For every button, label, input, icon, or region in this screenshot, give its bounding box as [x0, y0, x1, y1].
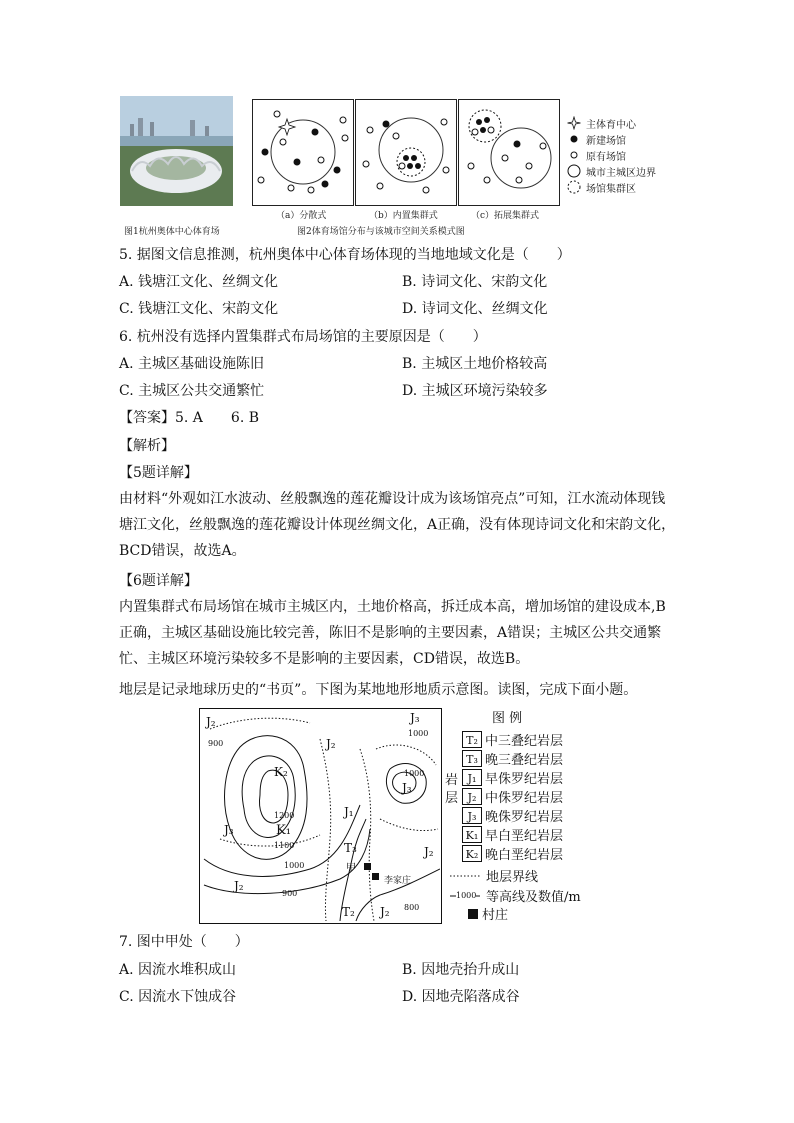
panel-label-b: （b）内置集群式 [369, 211, 438, 221]
panel-label-a: （a）分散式 [276, 211, 327, 221]
map-label-1200: 1200 [274, 811, 295, 820]
detail6-label: 【6题详解】 [119, 573, 198, 589]
q7-option-d: D. 因地壳陷落成谷 [402, 989, 520, 1005]
q5-option-d: D. 诗词文化、丝绸文化 [402, 301, 548, 317]
panel-inner-cluster [355, 99, 457, 206]
map-label-j3-r: J₃ [402, 781, 412, 795]
map-label-k2: K₂ [274, 765, 288, 779]
village-label: 李家庄 [384, 876, 412, 886]
map-legend-strata [462, 730, 563, 863]
legend-boundary: 地层界线 [448, 866, 538, 885]
legend-cluster-zone: 场馆集群区 [566, 179, 666, 195]
map-label-k1: K₁ [276, 823, 291, 838]
map-label-1000-r: 1000 [404, 769, 425, 778]
map-label-1000-m: 1000 [284, 861, 305, 870]
village-square-icon [468, 909, 478, 919]
map-label-1100: 1100 [274, 841, 295, 850]
map-legend-title: 图 例 [492, 711, 523, 726]
legend-village: 村庄 [468, 904, 508, 923]
map-label-j2-r: J₂ [424, 845, 434, 859]
map-label-1000-tr: 1000 [408, 729, 429, 738]
q5-option-a: A. 钱塘江文化、丝绸文化 [119, 274, 279, 290]
q6-option-c: C. 主城区公共交通繁忙 [119, 383, 265, 399]
map-label-900-b: 900 [282, 889, 298, 898]
legend-stratum-t3: T₃ 晚三叠纪岩层 [462, 749, 563, 768]
map-label-j2-bl: J₂ [234, 879, 244, 893]
stadium-photo [120, 96, 233, 206]
q5-stem: 5. 据图文信息推测，杭州奥体中心体育场体现的当地地域文化是（ ） [119, 247, 571, 263]
q6-option-d: D. 主城区环境污染较多 [402, 383, 548, 399]
q7-option-b: B. 因地壳抬升成山 [402, 962, 520, 978]
q7-option-c: C. 因流水下蚀成谷 [119, 989, 237, 1005]
geologic-map [199, 708, 442, 924]
map-label-j3-l: J₃ [224, 823, 234, 837]
map-label-900-tl: 900 [208, 739, 224, 748]
legend-stratum-j3: J₃ 晚侏罗纪岩层 [462, 806, 563, 825]
detail5-text: 由材料“外观如江水波动、丝般飘逸的莲花瓣设计成为该场馆亮点”可知，江水流动体现钱塘江文化，丝般飘逸的莲花瓣设计体现丝绸文化，A正确，没有体现诗词文化和宋韵文化，BCD错误，故选A。 [119, 491, 676, 559]
map-legend-rock-label: 岩 层 [445, 773, 459, 806]
panel-expand-cluster [458, 99, 560, 206]
legend-old-venue: 原有场馆 [566, 147, 666, 163]
intro-text: 地层是记录地球历史的“书页”。下图为某地地形地质示意图。读图，完成下面小题。 [119, 682, 638, 698]
stadium-illustration [120, 96, 233, 206]
legend-new-venue: 新建场馆 [566, 131, 666, 147]
legend-stratum-k1: K₁ 早白垩纪岩层 [462, 825, 563, 844]
legend-stratum-k2: K₂ 晚白垩纪岩层 [462, 844, 563, 863]
map-label-t2: T₂ [342, 905, 355, 919]
q6-option-b: B. 主城区土地价格较高 [402, 356, 548, 372]
detail5-label: 【5题详解】 [119, 465, 198, 481]
map-label-j2-tl: J₂ [206, 715, 216, 729]
figure2-legend [566, 115, 666, 195]
panel-label-c: （c）拓展集群式 [471, 211, 540, 221]
map-label-jia: 甲 [346, 863, 356, 874]
legend-stratum-t2: T₂ 中三叠纪岩层 [462, 730, 563, 749]
panel-dispersed [252, 99, 354, 206]
answer-line: 【答案】5. A 6. B [119, 410, 260, 426]
map-label-t3: T₃ [344, 841, 357, 855]
legend-main-center: 主体育中心 [566, 115, 666, 131]
q5-option-c: C. 钱塘江文化、宋韵文化 [119, 301, 279, 317]
map-label-j1: J₁ [344, 805, 354, 819]
legend-city-boundary: 城市主城区边界 [566, 163, 666, 179]
q5-option-b: B. 诗词文化、宋韵文化 [402, 274, 548, 290]
analysis-label: 【解析】 [119, 438, 175, 454]
map-label-800: 800 [404, 903, 420, 912]
q6-option-a: A. 主城区基础设施陈旧 [119, 356, 265, 372]
legend-contour: 1000 等高线及数值/m [448, 886, 581, 905]
map-label-j2-b: J₂ [380, 905, 390, 919]
legend-stratum-j1: J₁ 早侏罗纪岩层 [462, 768, 563, 787]
legend-stratum-j2: J₂ 中侏罗纪岩层 [462, 787, 563, 806]
map-label-j3-tr: J₃ [410, 711, 420, 725]
boundary-line-icon [448, 870, 482, 882]
figure1-caption: 图1杭州奥体中心体育场 [124, 227, 220, 237]
q7-option-a: A. 因流水堆积成山 [119, 962, 237, 978]
q7-stem: 7. 图中甲处（ ） [119, 934, 249, 950]
map-label-j2-mid: J₂ [326, 737, 336, 751]
figure2-caption: 图2体育场馆分布与该城市空间关系模式图 [297, 227, 465, 237]
detail6-text: 内置集群式布局场馆在城市主城区内，土地价格高，拆迁成本高，增加场馆的建设成本,B正确，主城区基础设施比较完善，陈旧不是影响的主要因素，A错误；主城区公共交通繁忙、主城区环境污染较多不是影响的主要因素，CD错误，故选B。 [119, 599, 666, 667]
q6-stem: 6. 杭州没有选择内置集群式布局场馆的主要原因是（ ） [119, 329, 487, 345]
